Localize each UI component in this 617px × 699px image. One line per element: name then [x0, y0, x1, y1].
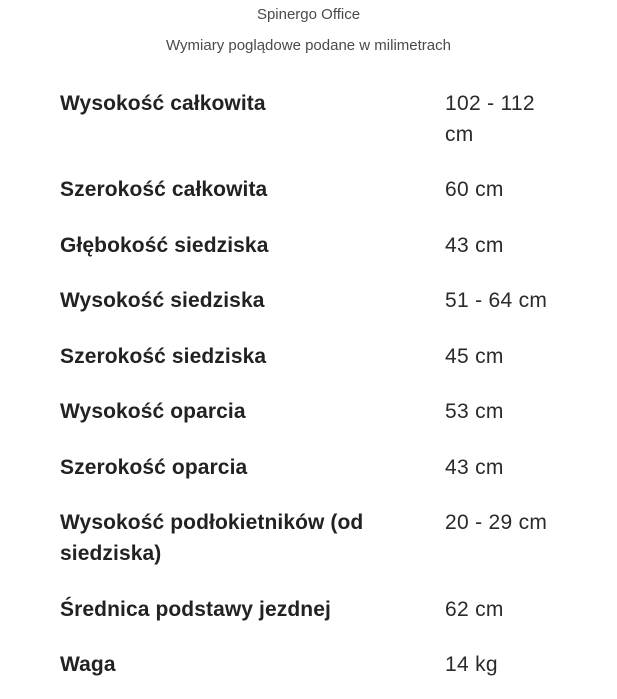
- spec-label: Wysokość podłokietników (od siedziska): [60, 511, 364, 565]
- spec-value: 51 - 64 cm: [445, 289, 548, 312]
- spec-value: 62 cm: [445, 598, 504, 621]
- spec-value: 43 cm: [445, 456, 504, 479]
- spec-value: 14 kg: [445, 653, 498, 676]
- spec-label: Wysokość całkowita: [60, 92, 266, 115]
- spec-value: 102 - 112 cm: [445, 92, 535, 146]
- spec-label: Średnica podstawy jezdnej: [60, 598, 331, 621]
- spec-value: 53 cm: [445, 400, 504, 423]
- spec-label: Szerokość siedziska: [60, 345, 267, 368]
- spec-value: 60 cm: [445, 178, 504, 201]
- spec-label: Szerokość całkowita: [60, 178, 268, 201]
- spec-label: Wysokość oparcia: [60, 400, 246, 423]
- spec-label: Szerokość oparcia: [60, 456, 248, 479]
- spec-label: Waga: [60, 653, 116, 676]
- spec-value: 20 - 29 cm: [445, 511, 548, 534]
- product-name: Spinergo Office: [256, 6, 361, 23]
- spec-label: Wysokość siedziska: [60, 289, 265, 312]
- dimensions-subtitle: Wymiary poglądowe podane w milimetrach: [166, 37, 451, 54]
- spec-value: 43 cm: [445, 234, 504, 257]
- spec-value: 45 cm: [445, 345, 504, 368]
- spec-label: Głębokość siedziska: [60, 234, 269, 257]
